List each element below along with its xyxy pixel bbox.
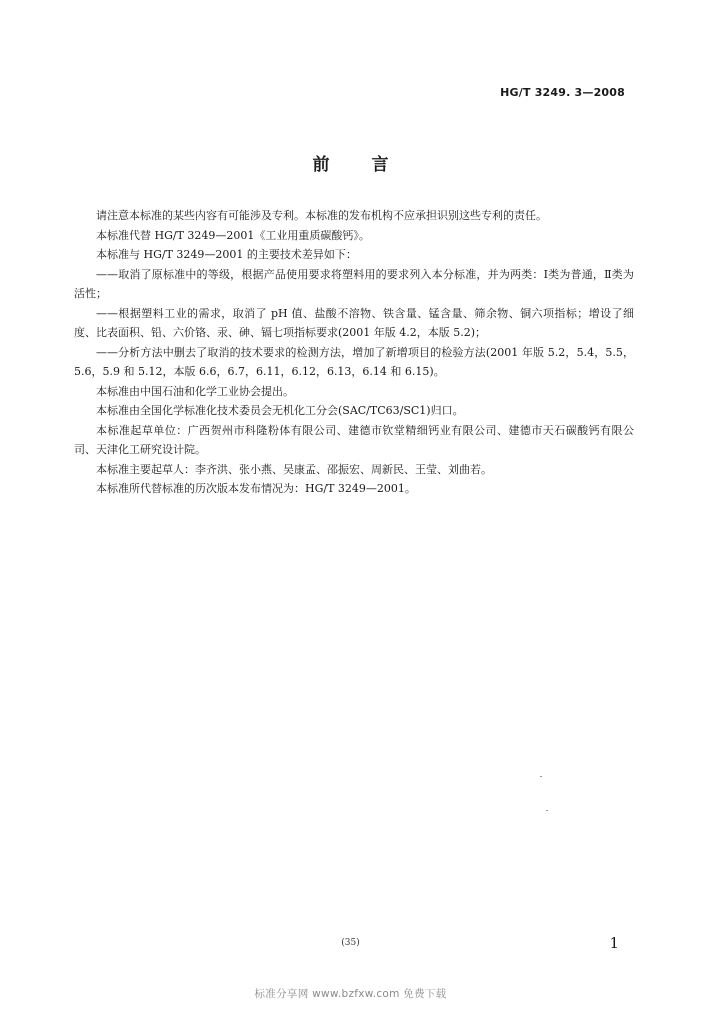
paragraph-history: 本标准所代替标准的历次版本发布情况为：HG/T 3249—2001。	[96, 482, 416, 495]
paragraph-patent-notice: 请注意本标准的某些内容有可能涉及专利。本标准的发布机构不应承担识别这些专利的责任。	[96, 209, 547, 222]
paragraph-differences-intro: 本标准与 HG/T 3249—2001 的主要技术差异如下：	[96, 248, 357, 261]
scan-speck	[540, 776, 542, 777]
paragraph-proposed-by: 本标准由中国石油和化学工业协会提出。	[96, 384, 294, 398]
scan-speck	[546, 810, 548, 811]
paragraph-centralized-by: 本标准由全国化学标准化技术委员会无机化工分会(SAC/TC63/SC1)归口。	[96, 404, 464, 417]
sequence-number: (35)	[341, 938, 360, 948]
paragraph-replaces: 本标准代替 HG/T 3249—2001《工业用重质碳酸钙》。	[96, 228, 370, 242]
paragraph-difference-3: ——分析方法中删去了取消的技术要求的检测方法，增加了新增项目的检验方法(2001 年版 5.2，5.4，5.5，5.6，5.9 和 5.12，本版 6.6，6.7，6.11，6.12，6.13，6.14 和 6.15)。	[74, 345, 634, 378]
foreword-body	[74, 206, 634, 499]
page-number: 1	[609, 934, 619, 952]
site-watermark: 标准分享网 www.bzfxw.com 免费下载	[254, 988, 447, 1000]
paragraph-difference-1: ——取消了原标准中的等级，根据产品使用要求将塑料用的要求列入本分标准，并为两类：Ⅰ类为普通，Ⅱ类为活性；	[74, 267, 634, 300]
paragraph-drafters: 本标准主要起草人：李齐洪、张小燕、吴康孟、邵振宏、周新民、王莹、刘曲若。	[96, 462, 492, 476]
paragraph-difference-2: ——根据塑料工业的需求，取消了 pH 值、盐酸不溶物、铁含量、锰含量、筛余物、铜六项指标；增设了细度、比表面积、铅、六价铬、汞、砷、镉七项指标要求(2001 年版 4.2，本版 5.2)；	[74, 306, 634, 339]
page-title: 前言	[312, 155, 431, 175]
paragraph-drafting-units: 本标准起草单位：广西贺州市科隆粉体有限公司、建德市钦堂精细钙业有限公司、建德市天石碳酸钙有限公司、天津化工研究设计院。	[74, 423, 634, 456]
standard-code: HG/T 3249. 3—2008	[500, 86, 625, 99]
